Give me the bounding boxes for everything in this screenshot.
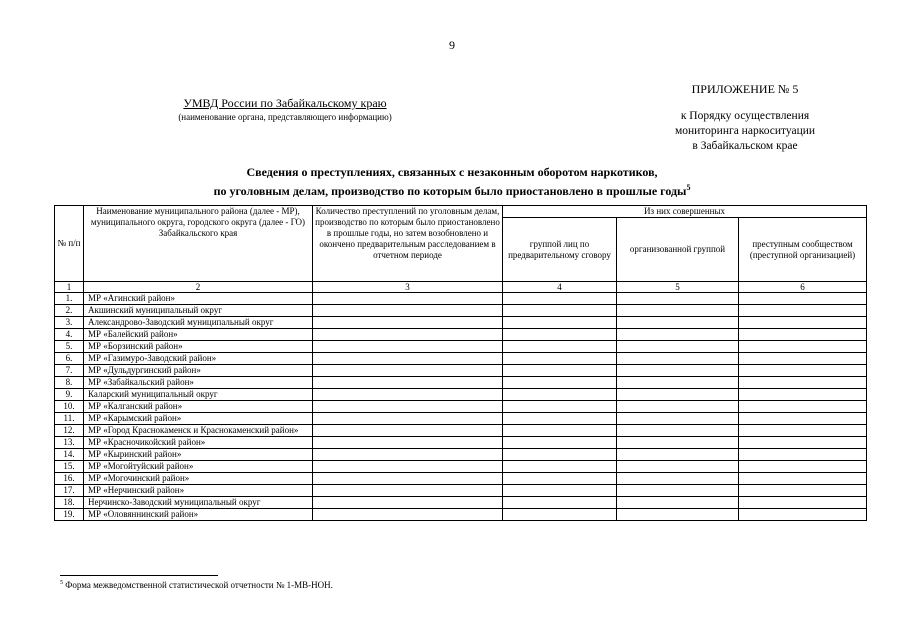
- row-number: 3.: [55, 317, 84, 329]
- appendix-block: [650, 82, 840, 154]
- appendix-line: мониторинга наркоситуации: [674, 125, 816, 137]
- value-cell: [617, 413, 739, 425]
- value-cell: [503, 497, 617, 509]
- district-name: МР «Могойтуйский район»: [84, 461, 313, 473]
- table-row: [55, 437, 867, 449]
- value-cell: [313, 497, 503, 509]
- footnote-text: Форма межведомственной статистической отчетности № 1-МВ-НОН.: [65, 580, 333, 590]
- value-cell: [313, 413, 503, 425]
- value-cell: [617, 473, 739, 485]
- district-name: МР «Дульдургинский район»: [84, 365, 313, 377]
- row-number: 12.: [55, 425, 84, 437]
- table-row: [55, 353, 867, 365]
- row-number: 13.: [55, 437, 84, 449]
- table-row: [55, 329, 867, 341]
- value-cell: [313, 509, 503, 521]
- row-number: 19.: [55, 509, 84, 521]
- table-row: [55, 497, 867, 509]
- value-cell: [617, 437, 739, 449]
- value-cell: [739, 341, 867, 353]
- district-name: МР «Агинский район»: [84, 293, 313, 305]
- value-cell: [503, 473, 617, 485]
- value-cell: [503, 485, 617, 497]
- value-cell: [617, 449, 739, 461]
- value-cell: [739, 329, 867, 341]
- table-row: [55, 341, 867, 353]
- row-number: 4.: [55, 329, 84, 341]
- table-row: [55, 509, 867, 521]
- header-sub-organized: организованной группой: [617, 218, 739, 282]
- table-row: [55, 293, 867, 305]
- header-name: Наименование муниципального района (далее - МР), муниципального округа, городского округа (далее - ГО) Забайкальского края: [84, 206, 313, 282]
- value-cell: [617, 353, 739, 365]
- district-name: МР «Оловяннинский район»: [84, 509, 313, 521]
- value-cell: [313, 293, 503, 305]
- row-number: 14.: [55, 449, 84, 461]
- row-number: 11.: [55, 413, 84, 425]
- column-number: 6: [739, 282, 867, 293]
- report-table: [54, 205, 867, 521]
- header-sub-conspiracy: группой лиц по предварительному сговору: [503, 218, 617, 282]
- value-cell: [739, 473, 867, 485]
- table-row: [55, 389, 867, 401]
- header-sub-community: преступным сообществом (преступной организацией): [739, 218, 867, 282]
- column-number: 2: [84, 282, 313, 293]
- value-cell: [503, 509, 617, 521]
- row-number: 2.: [55, 305, 84, 317]
- column-number: 4: [503, 282, 617, 293]
- district-name: МР «Карымский район»: [84, 413, 313, 425]
- row-number: 9.: [55, 389, 84, 401]
- table-row: [55, 485, 867, 497]
- value-cell: [313, 317, 503, 329]
- district-name: МР «Калганский район»: [84, 401, 313, 413]
- value-cell: [739, 365, 867, 377]
- value-cell: [617, 509, 739, 521]
- row-number: 5.: [55, 341, 84, 353]
- district-name: МР «Балейский район»: [84, 329, 313, 341]
- value-cell: [739, 449, 867, 461]
- document-title: [0, 165, 904, 199]
- page-number: 9: [449, 38, 455, 52]
- table-row: [55, 473, 867, 485]
- footnote-mark: 5: [60, 580, 63, 586]
- organization-block: [120, 96, 450, 123]
- title-footnote-mark: 5: [686, 183, 691, 192]
- district-name: МР «Красночикойский район»: [84, 437, 313, 449]
- district-name: МР «Борзинский район»: [84, 341, 313, 353]
- value-cell: [739, 425, 867, 437]
- value-cell: [313, 437, 503, 449]
- value-cell: [313, 365, 503, 377]
- value-cell: [503, 317, 617, 329]
- table-row: [55, 305, 867, 317]
- title-line-1: Сведения о преступлениях, связанных с незаконным оборотом наркотиков,: [246, 165, 658, 179]
- row-number: 16.: [55, 473, 84, 485]
- district-name: Нерчинско-Заводский муниципальный округ: [84, 497, 313, 509]
- value-cell: [739, 353, 867, 365]
- value-cell: [313, 485, 503, 497]
- header-no: № п/п: [55, 206, 84, 282]
- value-cell: [739, 377, 867, 389]
- value-cell: [313, 377, 503, 389]
- value-cell: [739, 485, 867, 497]
- row-number: 8.: [55, 377, 84, 389]
- row-number: 17.: [55, 485, 84, 497]
- value-cell: [617, 461, 739, 473]
- value-cell: [617, 425, 739, 437]
- value-cell: [313, 449, 503, 461]
- row-number: 7.: [55, 365, 84, 377]
- district-name: МР «Забайкальский район»: [84, 377, 313, 389]
- district-name: МР «Газимуро-Заводский район»: [84, 353, 313, 365]
- column-number: 5: [617, 282, 739, 293]
- row-number: 18.: [55, 497, 84, 509]
- table-row: [55, 377, 867, 389]
- value-cell: [503, 329, 617, 341]
- value-cell: [739, 389, 867, 401]
- district-name: МР «Город Краснокаменск и Краснокаменский район»: [84, 425, 313, 437]
- row-number: 15.: [55, 461, 84, 473]
- value-cell: [617, 497, 739, 509]
- value-cell: [313, 401, 503, 413]
- value-cell: [503, 365, 617, 377]
- organization-name: УМВД России по Забайкальскому краю: [183, 96, 387, 110]
- value-cell: [617, 377, 739, 389]
- value-cell: [617, 317, 739, 329]
- organization-caption: (наименование органа, представляющего информацию): [178, 112, 392, 122]
- value-cell: [313, 353, 503, 365]
- header-group: Из них совершенных: [503, 206, 867, 218]
- value-cell: [503, 425, 617, 437]
- value-cell: [503, 449, 617, 461]
- column-number: 1: [55, 282, 84, 293]
- table-row: [55, 449, 867, 461]
- row-number: 1.: [55, 293, 84, 305]
- appendix-line: в Забайкальском крае: [692, 140, 798, 152]
- report-table-body: [55, 293, 867, 521]
- footnote: [60, 580, 333, 590]
- district-name: Каларский муниципальный округ: [84, 389, 313, 401]
- value-cell: [313, 329, 503, 341]
- header-count: Количество преступлений по уголовным делам, производство по которым было приостановлено в прошлые годы, но затем возобновлено и окончено предварительным расследованием в отчетном периоде: [313, 206, 503, 282]
- value-cell: [617, 341, 739, 353]
- district-name: Александрово-Заводский муниципальный округ: [84, 317, 313, 329]
- appendix-title: ПРИЛОЖЕНИЕ № 5: [691, 82, 799, 96]
- value-cell: [503, 461, 617, 473]
- value-cell: [503, 389, 617, 401]
- value-cell: [617, 389, 739, 401]
- title-line-2: [0, 180, 904, 199]
- value-cell: [313, 305, 503, 317]
- column-number-row: [55, 282, 867, 293]
- value-cell: [503, 341, 617, 353]
- value-cell: [739, 305, 867, 317]
- district-name: Акшинский муниципальный округ: [84, 305, 313, 317]
- value-cell: [503, 413, 617, 425]
- value-cell: [617, 329, 739, 341]
- district-name: МР «Нерчинский район»: [84, 485, 313, 497]
- value-cell: [503, 293, 617, 305]
- value-cell: [313, 389, 503, 401]
- value-cell: [313, 461, 503, 473]
- footnote-divider: [60, 575, 218, 576]
- title-line-2-text: по уголовным делам, производство по которым было приостановлено в прошлые годы: [213, 184, 687, 198]
- value-cell: [503, 353, 617, 365]
- table-row: [55, 401, 867, 413]
- table-row: [55, 365, 867, 377]
- value-cell: [313, 473, 503, 485]
- row-number: 10.: [55, 401, 84, 413]
- value-cell: [739, 317, 867, 329]
- appendix-line: к Порядку осуществления: [680, 110, 810, 122]
- table-row: [55, 317, 867, 329]
- value-cell: [503, 437, 617, 449]
- value-cell: [739, 413, 867, 425]
- value-cell: [739, 461, 867, 473]
- value-cell: [503, 377, 617, 389]
- value-cell: [313, 341, 503, 353]
- value-cell: [739, 293, 867, 305]
- value-cell: [617, 293, 739, 305]
- value-cell: [739, 401, 867, 413]
- table-row: [55, 461, 867, 473]
- table-row: [55, 425, 867, 437]
- district-name: МР «Кыринский район»: [84, 449, 313, 461]
- value-cell: [739, 437, 867, 449]
- value-cell: [617, 401, 739, 413]
- column-number: 3: [313, 282, 503, 293]
- value-cell: [503, 305, 617, 317]
- district-name: МР «Могочинский район»: [84, 473, 313, 485]
- row-number: 6.: [55, 353, 84, 365]
- value-cell: [739, 509, 867, 521]
- value-cell: [503, 401, 617, 413]
- value-cell: [617, 485, 739, 497]
- value-cell: [313, 425, 503, 437]
- value-cell: [617, 305, 739, 317]
- value-cell: [739, 497, 867, 509]
- value-cell: [617, 365, 739, 377]
- table-row: [55, 413, 867, 425]
